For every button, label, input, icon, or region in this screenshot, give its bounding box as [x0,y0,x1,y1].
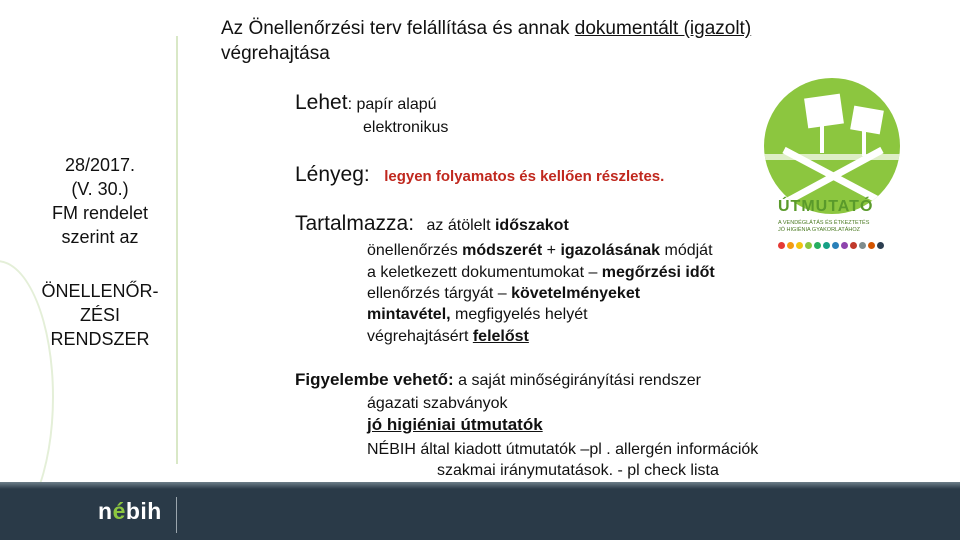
lenyeg-row [295,163,664,187]
line-bold: módszerét [462,242,543,259]
cover-dot [877,242,884,249]
system-line: RENDSZER [50,329,150,349]
lehet-label: Lehet [295,91,348,114]
cover-dot [823,242,830,249]
system-line: ZÉSI [79,305,120,325]
line-text: + [542,242,561,259]
lenyeg-text: legyen folyamatos és kellően részletes. [384,168,665,185]
cover-color-dots [778,236,898,244]
regulation-reference [20,153,180,249]
title-text: Az Önellenőrzési terv felállítása és annak [221,18,575,39]
regulation-line: FM rendelet [51,203,149,223]
nebih-logo [98,498,162,525]
guide-cover-image [756,78,904,246]
tartalmazza-bold: időszakot [494,217,569,234]
line-bold: követelményeket [511,285,641,302]
line-text: a keletkezett dokumentumokat – [367,264,602,281]
cover-subtitle [778,220,898,234]
divider-line [176,36,178,464]
tartalmazza-line-5 [367,304,588,325]
line-text: önellenőrzés [367,242,463,259]
line-text: megfigyelés helyét [450,306,588,323]
line-bold: igazolásának [560,242,661,259]
tartalmazza-row [295,212,569,236]
system-label [20,279,180,351]
logo-accent: é [112,498,126,524]
cover-dot [778,242,785,249]
regulation-line: (V. 30.) [71,179,129,199]
logo-text: bih [125,498,162,524]
figyelembe-line-2: ágazati szabványok [367,395,508,412]
line-bold: felelőst [472,328,529,345]
cover-dot [841,242,848,249]
tartalmazza-line-3 [367,262,715,283]
cover-dot [868,242,875,249]
slide-title [221,16,821,66]
lehet-row [295,91,437,115]
figyelembe-row [295,370,701,391]
line-bold: megőrzési időt [601,264,715,281]
system-line: ÖNELLENŐR- [41,281,159,301]
title-underlined: dokumentált (igazolt) [574,18,752,39]
lehet-text: : papír alapú [347,96,437,113]
cover-spine [756,138,764,238]
line-text: ellenőrzés tárgyát – [367,285,512,302]
tartalmazza-line-6 [367,326,529,347]
cover-subtitle-line: JÓ HIGIÉNIA GYAKORLATÁHOZ [778,227,861,233]
regulation-line: 28/2017. [64,155,136,175]
figyelembe-line-5: szakmai iránymutatások. - pl check lista [437,462,719,479]
figyelembe-line-3: jó higiéniai útmutatók [367,415,543,434]
tartalmazza-label: Tartalmazza: [295,212,415,235]
line-bold: mintavétel, [367,306,451,323]
footer-divider [176,497,177,533]
tartalmazza-line-4 [367,283,640,304]
cover-disc [764,78,900,214]
cover-dot [796,242,803,249]
lehet-second: elektronikus [363,119,449,136]
footer-band [0,482,960,489]
cutlery-icon [764,78,900,214]
title-text-end: végrehajtása [221,43,330,64]
line-text: módját [660,242,713,259]
lenyeg-label: Lényeg: [295,163,370,186]
regulation-line: szerint az [61,227,139,247]
tartalmazza-text: az átölelt [426,217,495,234]
cover-dot [805,242,812,249]
tartalmazza-line-2 [367,240,713,261]
cover-dot [832,242,839,249]
figyelembe-line-4: NÉBIH által kiadott útmutatók –pl . allergén információk [367,441,759,458]
figyelembe-text: a saját minőségirányítási rendszer [453,372,701,389]
cover-dot [814,242,821,249]
logo-text: n [98,498,113,524]
cover-dot [850,242,857,249]
figyelembe-label: Figyelembe vehető: [295,370,454,389]
cover-subtitle-line: A VENDÉGLÁTÁS ÉS ÉTKEZTETÉS [778,220,870,226]
cover-title: ÚTMUTATÓ [778,198,874,215]
cover-dot [859,242,866,249]
line-text: végrehajtásért [367,328,473,345]
cover-dot [787,242,794,249]
